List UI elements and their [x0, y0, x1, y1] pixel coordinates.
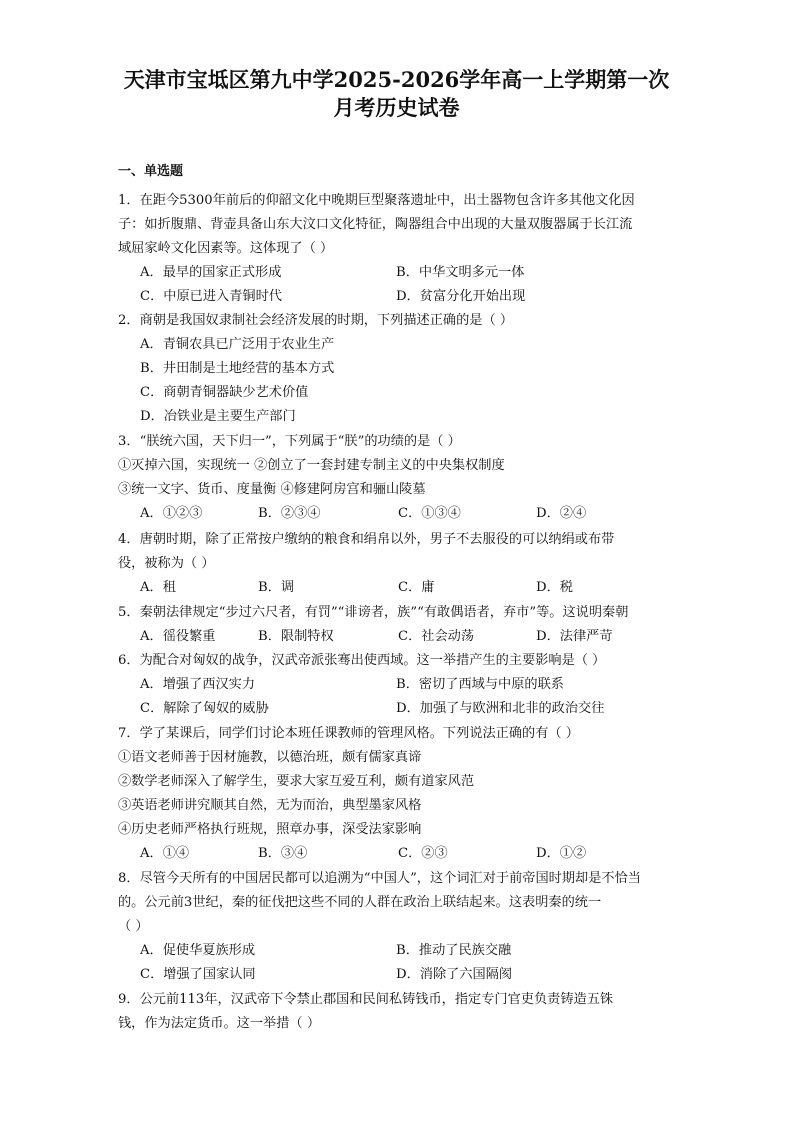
question-5-line-1: 5．秦朝法律规定“步过六尺者，有罚”“诽谤者，族”“有敢偶语者，弃市”等。这说明秦朝	[118, 605, 629, 620]
question-4-option-a: A．租	[140, 580, 176, 595]
question-7-line-2: ①语文老师善于因材施教，以德治班，颇有儒家真谛	[118, 750, 422, 765]
question-9-line-2: 钱，作为法定货币。这一举措（ ）	[118, 1016, 321, 1031]
question-4-line-2: 役，被称为（ ）	[118, 556, 215, 571]
question-2	[118, 309, 678, 429]
section-heading: 一、单选题	[118, 164, 184, 179]
question-1-line-1: 1．在距今5300年前后的仰韶文化中晚期巨型聚落遗址中，出土器物包含许多其他文化因	[118, 193, 635, 208]
question-8-option-a: A．促使华夏族形成	[140, 943, 256, 958]
question-8-line-1: 8．尽管今天所有的中国居民都可以追溯为“中国人”，这个词汇对于前帝国时期却是不恰当	[118, 871, 641, 886]
question-3-line-1: 3．“朕统六国，天下归一”，下列属于“朕”的功绩的是（ ）	[118, 434, 461, 449]
question-2-option-d: D．冶铁业是主要生产部门	[140, 409, 296, 424]
question-4-option-b: B．调	[258, 580, 295, 595]
question-7	[118, 722, 678, 866]
question-1	[118, 189, 678, 309]
question-3-line-2: ①灭掉六国，实现统一 ②创立了一套封建专制主义的中央集权制度	[118, 458, 505, 473]
question-1-option-d: D．贫富分化开始出现	[396, 289, 526, 304]
question-7-option-c: C．②③	[398, 846, 448, 861]
question-3	[118, 430, 678, 526]
question-4-option-c: C．庸	[398, 580, 435, 595]
question-2-option-b: B．井田制是土地经营的基本方式	[140, 361, 335, 376]
question-3-option-c: C．①③④	[398, 506, 461, 521]
question-6-line-1: 6．为配合对匈奴的战争，汉武帝派张骞出使西域。这一举措产生的主要影响是（ ）	[118, 653, 606, 668]
question-6-option-d: D．加强了与欧洲和北非的政治交往	[396, 701, 605, 716]
question-8-options-row-2	[118, 963, 678, 987]
question-1-option-b: B．中华文明多元一体	[396, 265, 525, 280]
question-7-option-a: A．①④	[140, 846, 190, 861]
question-8-option-d: D．消除了六国隔阂	[396, 967, 513, 982]
question-6-options-row-2	[118, 697, 678, 721]
question-7-option-d: D．①②	[536, 846, 587, 861]
question-4-options	[118, 576, 678, 600]
question-9	[118, 988, 678, 1036]
question-2-line-1: 2．商朝是我国奴隶制社会经济发展的时期，下列描述正确的是（ ）	[118, 313, 514, 328]
question-3-options	[118, 502, 678, 526]
question-7-option-b: B．③④	[258, 846, 308, 861]
question-6-options-row-1	[118, 673, 678, 697]
question-7-options	[118, 842, 678, 866]
question-3-option-b: B．②③④	[258, 506, 321, 521]
question-6-option-b: B．密切了西域与中原的联系	[396, 677, 564, 692]
question-1-line-3: 域屈家岭文化因素等。这体现了（ ）	[118, 241, 334, 256]
question-7-line-5: ④历史老师严格执行班规，照章办事，深受法家影响	[118, 822, 422, 837]
question-1-option-a: A．最早的国家正式形成	[140, 265, 282, 280]
question-8	[118, 867, 678, 987]
question-6-option-c: C．解除了匈奴的威胁	[140, 701, 269, 716]
title-line-1: 天津市宝坻区第九中学2025-2026学年高一上学期第一次	[123, 67, 670, 92]
question-4-option-d: D．税	[536, 580, 573, 595]
page-title	[100, 66, 693, 122]
question-6	[118, 649, 678, 721]
question-8-option-c: C．增强了国家认同	[140, 967, 256, 982]
question-9-line-1: 9．公元前113年，汉武帝下令禁止郡国和民间私铸钱币，指定专门官吏负责铸造五铢	[118, 992, 614, 1007]
question-8-options-row-1	[118, 939, 678, 963]
question-2-option-a: A．青铜农具已广泛用于农业生产	[140, 337, 335, 352]
title-line-2: 月考历史试卷	[333, 95, 460, 120]
question-7-line-4: ③英语老师讲究顺其自然，无为而治，典型墨家风格	[118, 798, 422, 813]
question-3-line-3: ③统一文字、货币、度量衡 ④修建阿房宫和骊山陵墓	[118, 482, 426, 497]
question-7-line-3: ②数学老师深入了解学生，要求大家互爱互利，颇有道家风范	[118, 774, 475, 789]
question-7-line-1: 7．学了某课后，同学们讨论本班任课教师的管理风格。下列说法正确的有（ ）	[118, 726, 579, 741]
question-8-option-b: B．推动了民族交融	[396, 943, 512, 958]
question-5-option-c: C．社会动荡	[398, 629, 475, 644]
question-1-options-row-1	[118, 261, 678, 285]
question-5-option-b: B．限制特权	[258, 629, 334, 644]
question-8-line-2: 的。公元前3世纪，秦的征伐把这些不同的人群在政治上联结起来。这表明秦的统一	[118, 895, 602, 910]
question-5	[118, 601, 678, 649]
question-2-option-c: C．商朝青铜器缺少艺术价值	[140, 385, 309, 400]
question-3-option-d: D．②④	[536, 506, 587, 521]
question-4-line-1: 4．唐朝时期，除了正常按户缴纳的粮食和绢帛以外，男子不去服役的可以纳绢或布带	[118, 532, 615, 547]
question-3-option-a: A．①②③	[140, 506, 203, 521]
question-1-options-row-2	[118, 285, 678, 309]
question-1-option-c: C．中原已进入青铜时代	[140, 289, 282, 304]
question-5-options	[118, 625, 678, 649]
question-8-line-3: （ ）	[118, 919, 149, 934]
question-6-option-a: A．增强了西汉实力	[140, 677, 256, 692]
question-4	[118, 528, 678, 600]
question-1-line-2: 子：如折腹鼎、背壶具备山东大汶口文化特征，陶器组合中出现的大量双腹器属于长江流	[118, 217, 633, 232]
question-5-option-a: A．徭役繁重	[140, 629, 216, 644]
question-5-option-d: D．法律严苛	[536, 629, 613, 644]
